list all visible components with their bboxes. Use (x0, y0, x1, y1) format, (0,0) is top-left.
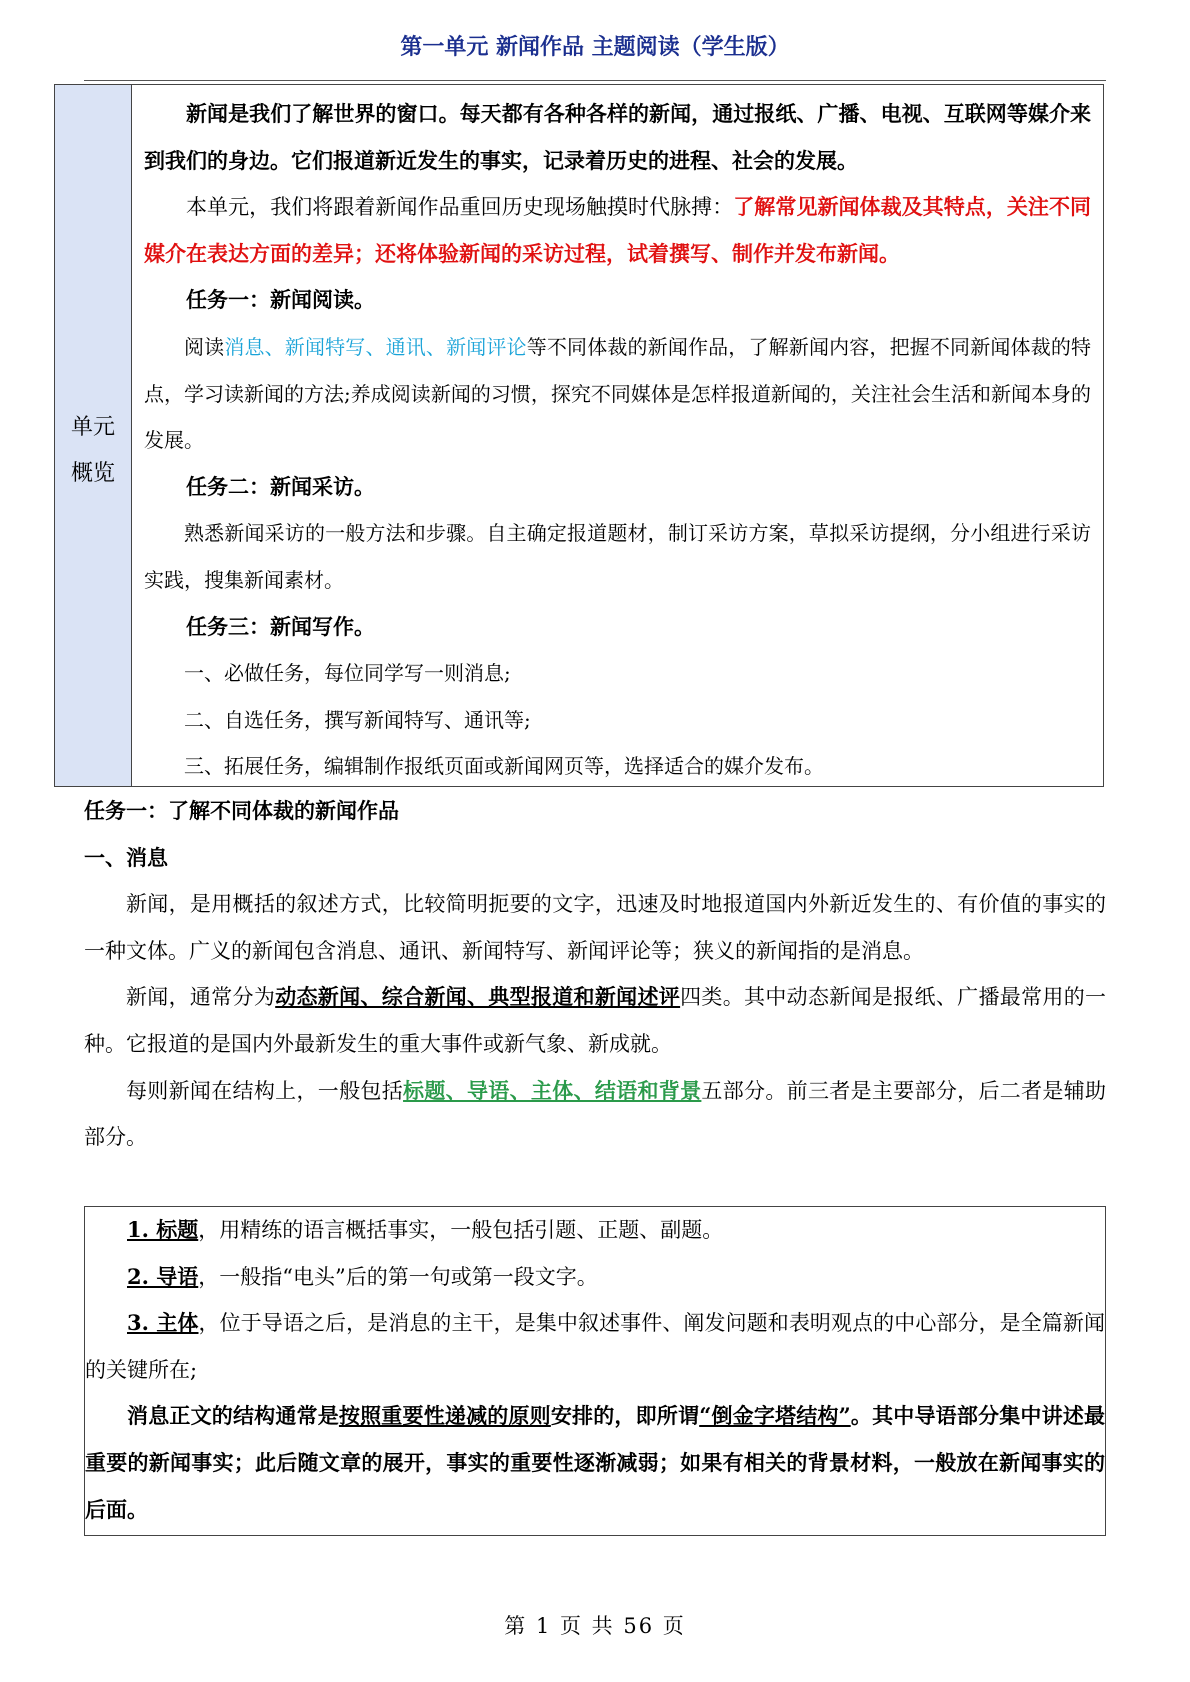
section-heading: 一、消息 (84, 845, 168, 870)
note-text-3: ，位于导语之后，是消息的主干，是集中叙述事件、阐发问题和表明观点的中心部分，是全篇新闻的关键所在; (85, 1311, 1106, 1382)
structure-post: 五部分。前三者是主要部分，后二者是辅助部分。 (84, 1078, 1107, 1150)
news-types: 动态新闻、综合新闻、典型报道和新闻述评 (275, 984, 681, 1010)
title-divider (84, 80, 1106, 81)
note-item-1 (85, 1207, 1105, 1254)
note-label-2: 2. 导语 (127, 1263, 199, 1289)
task1-title: 任务一：新闻阅读。 (186, 288, 375, 313)
task3-item-3: 三、拓展任务，编辑制作报纸页面或新闻网页等，选择适合的媒介发布。 (184, 754, 824, 779)
overview-unit-paragraph (144, 184, 1091, 277)
note-label-1: 1. 标题 (127, 1217, 199, 1242)
task3-item-2: 二、自选任务，撰写新闻特写、通讯等; (184, 707, 531, 732)
main-content (84, 788, 1106, 1161)
task1-paragraph (144, 324, 1091, 464)
task1-pre: 阅读 (184, 334, 225, 359)
task3-item-1: 一、必做任务，每位同学写一则消息; (184, 661, 511, 686)
note-text-2: ，一般指“电头”后的第一句或第一段文字。 (198, 1264, 598, 1289)
task1-genres: 消息、新闻特写、通讯、新闻评论 (224, 334, 527, 359)
note-item-3 (85, 1300, 1105, 1393)
unit-overview-table (54, 84, 1104, 787)
page-number: 第 1 页 共 56 页 (504, 1614, 686, 1638)
structure-pre: 每则新闻在结构上，一般包括 (126, 1078, 404, 1103)
note-summary (85, 1393, 1105, 1533)
task2-title: 任务二：新闻采访。 (186, 474, 375, 499)
structure-parts: 标题、导语、主体、结语和背景 (403, 1077, 702, 1103)
paragraph-structure (84, 1068, 1106, 1161)
structure-notes-box (84, 1206, 1106, 1536)
unit-lead: 本单元，我们将跟着新闻作品重回历史现场触摸时代脉搏： (186, 195, 734, 220)
task3-title: 任务三：新闻写作。 (186, 614, 375, 639)
overview-content-cell (132, 85, 1103, 786)
task1-post: 等不同体裁的新闻作品，了解新闻内容，把握不同新闻体裁的特点，学习读新闻的方法;养成阅读新闻的习惯，探究不同媒体是怎样报道新闻的，关注社会生活和新闻本身的发展。 (144, 334, 1092, 453)
overview-label-cell (55, 85, 132, 786)
note-text-1: ，用精练的语言概括事实，一般包括引题、正题、副题。 (198, 1218, 724, 1242)
paragraph-definition: 新闻，是用概括的叙述方式，比较简明扼要的文字，迅速及时地报道国内外新近发生的、有价值的事实的一种文体。广义的新闻包含消息、通讯、新闻特写、新闻评论等；狭义的新闻指的是消息。 (84, 892, 1106, 963)
page-title: 第一单元 新闻作品 主题阅读（学生版） (400, 35, 790, 60)
paragraph-types (84, 974, 1106, 1067)
overview-label-line2: 概览 (70, 460, 115, 486)
overview-label-line1: 单元 (70, 414, 115, 440)
task-heading: 任务一：了解不同体裁的新闻作品 (84, 799, 399, 823)
overview-intro: 新闻是我们了解世界的窗口。每天都有各种各样的新闻，通过报纸、广播、电视、互联网等媒介来到我们的身边。它们报道新近发生的事实，记录着历史的进程、社会的发展。 (144, 102, 1091, 173)
task2-paragraph: 熟悉新闻采访的一般方法和步骤。自主确定报道题材，制订采访方案，草拟采访提纲，分小组进行采访实践，搜集新闻素材。 (144, 521, 1091, 592)
summary-mid: 安排的，即所谓 (550, 1403, 700, 1429)
note-label-3: 3. 主体 (127, 1310, 199, 1336)
note-item-2 (85, 1254, 1105, 1301)
unit-goals: 了解常见新闻体裁及其特点，关注不同媒介在表达方面的差异；还将体验新闻的采访过程，试着撰写、制作并发布新闻。 (144, 194, 1092, 266)
types-post: 四类。其中动态新闻是报纸、广播最常用的一种。它报道的是国内外最新发生的重大事件或新气象、新成就。 (84, 985, 1107, 1056)
summary-post: 。其中导语部分集中讲述最重要的新闻事实；此后随文章的展开，事实的重要性逐渐减弱；如果有相关的背景材料，一般放在新闻事实的后面。 (85, 1403, 1106, 1522)
summary-term: “倒金字塔结构” (699, 1403, 851, 1429)
summary-principle: 按照重要性递减的原则 (338, 1403, 551, 1429)
types-pre: 新闻，通常分为 (126, 985, 276, 1010)
summary-pre: 消息正文的结构通常是 (127, 1403, 339, 1429)
